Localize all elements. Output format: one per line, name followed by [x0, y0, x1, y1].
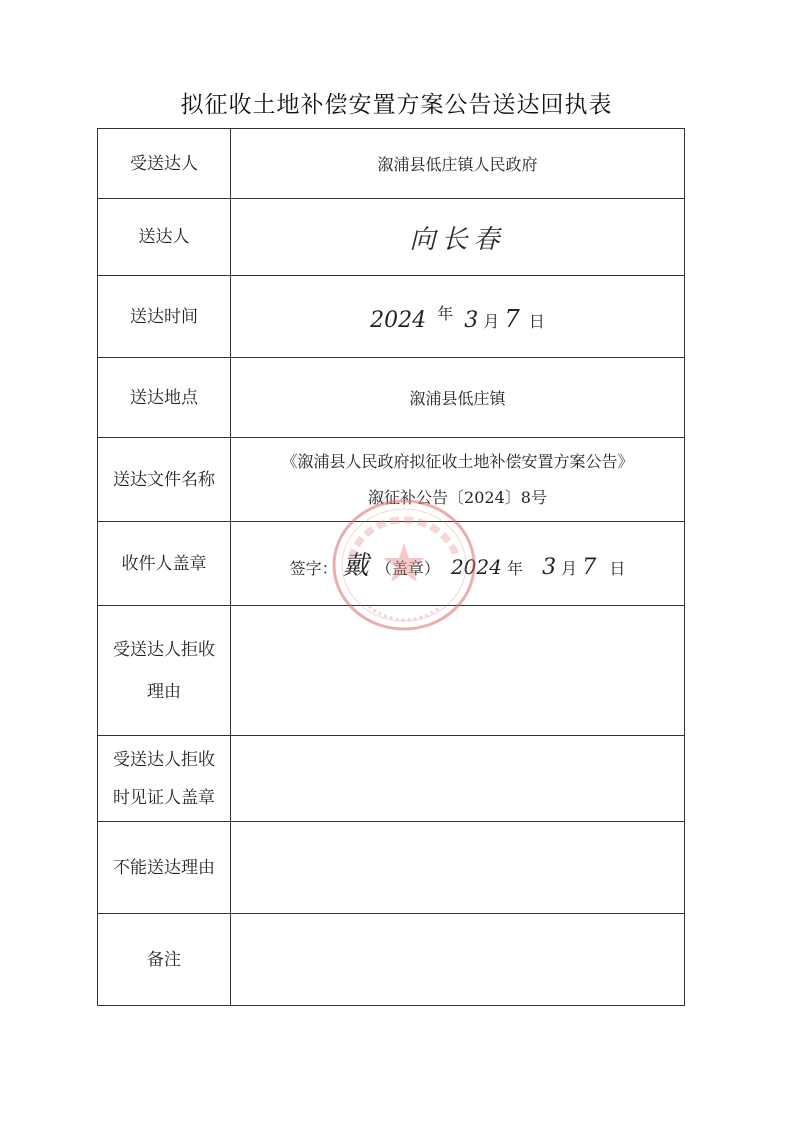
document-number: 溆征补公告〔2024〕8号 — [368, 487, 547, 507]
row-label — [98, 736, 231, 822]
handwritten-year: 2024 — [370, 307, 427, 333]
year-unit: 年 — [437, 303, 454, 323]
year-unit: 年 — [506, 559, 523, 578]
row-label: 送达人 — [98, 199, 231, 276]
recipient-value: 溆浦县低庄镇人民政府 — [231, 129, 685, 199]
row-label-line: 时见证人盖章 — [113, 787, 215, 808]
handwritten-month: 3 — [464, 307, 479, 333]
deliverer-signature — [231, 199, 685, 276]
month-unit: 月 — [561, 559, 578, 578]
month-unit: 月 — [483, 311, 500, 331]
row-label: 送达时间 — [98, 276, 231, 358]
delivery-place: 溆浦县低庄镇 — [231, 358, 685, 438]
handwritten-month: 3 — [542, 555, 557, 580]
table-row — [98, 822, 685, 914]
table-row — [98, 199, 685, 276]
row-label: 送达文件名称 — [98, 438, 231, 522]
handwritten-year: 2024 — [450, 555, 502, 579]
row-label: 送达地点 — [98, 358, 231, 438]
row-label: 收件人盖章 — [98, 522, 231, 606]
handwritten-signature: 戴 — [342, 551, 369, 581]
handwritten-day: 7 — [582, 555, 597, 580]
sign-label: 签字： — [289, 559, 338, 578]
table-row — [98, 358, 685, 438]
day-unit: 日 — [528, 311, 545, 331]
table-row — [98, 276, 685, 358]
row-label — [98, 606, 231, 736]
document-title: 《溆浦县人民政府拟征收土地补偿安置方案公告》 — [281, 451, 634, 471]
row-label: 备注 — [98, 914, 231, 1006]
table-row — [98, 736, 685, 822]
page-title: 拟征收土地补偿安置方案公告送达回执表 — [180, 92, 613, 118]
day-unit: 日 — [609, 559, 626, 578]
undeliverable-reason-value — [231, 822, 685, 914]
table-row — [98, 914, 685, 1006]
table-row — [98, 129, 685, 199]
delivery-date — [231, 276, 685, 358]
seal-label: （盖章） — [375, 559, 440, 578]
handwritten-day: 7 — [504, 304, 520, 333]
witness-seal-value — [231, 736, 685, 822]
official-seal-stamp — [329, 498, 479, 633]
handwritten-signature: 向长春 — [409, 224, 506, 255]
remarks-value — [231, 914, 685, 1006]
row-label: 受送达人 — [98, 129, 231, 199]
row-label-line: 理由 — [147, 681, 181, 702]
row-label: 不能送达理由 — [98, 822, 231, 914]
row-label-line: 受送达人拒收 — [113, 749, 215, 770]
row-label-line: 受送达人拒收 — [113, 639, 215, 660]
